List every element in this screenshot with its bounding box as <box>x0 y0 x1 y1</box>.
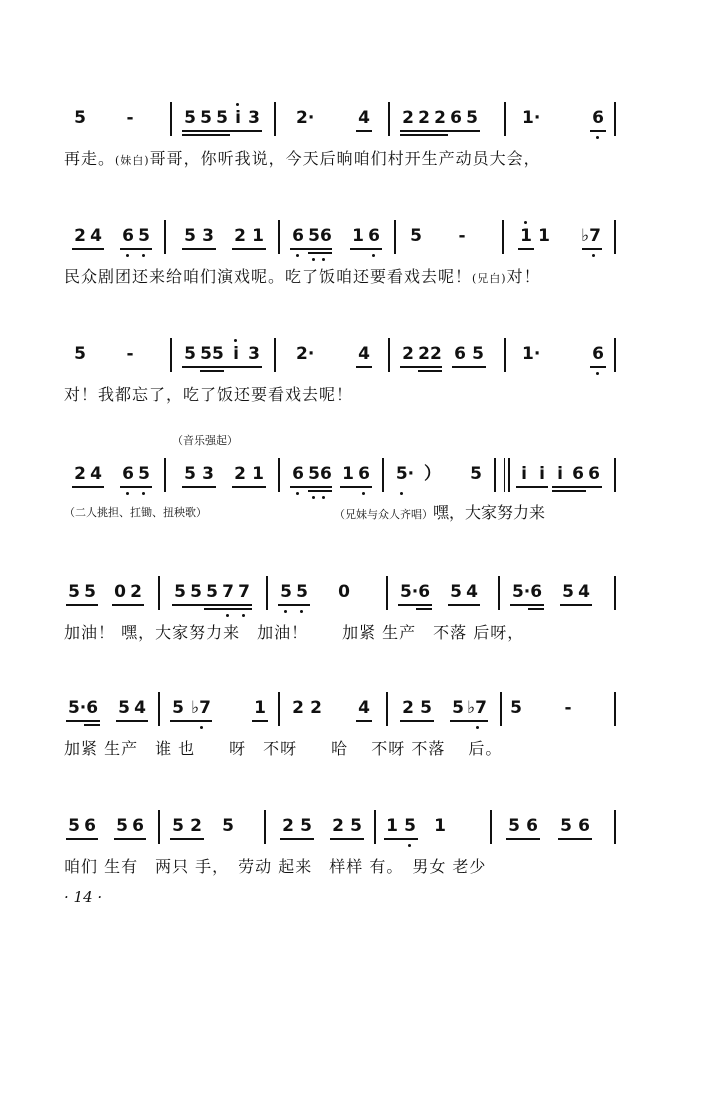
note: 5 <box>68 582 80 602</box>
barline <box>494 458 496 492</box>
beam-underline <box>356 366 372 368</box>
note: 5 <box>74 108 86 128</box>
page-number: · 14 · <box>64 888 103 906</box>
beam-underline <box>330 838 364 840</box>
notation-line <box>64 810 624 850</box>
notation-line <box>64 338 624 378</box>
score-system-1 <box>64 102 624 168</box>
octave-dot <box>312 258 315 261</box>
note: - <box>126 344 134 364</box>
note: 5 <box>296 582 308 602</box>
note: 7 <box>238 582 250 602</box>
beam-underline <box>528 608 544 610</box>
note: 2· <box>296 344 315 364</box>
note: 5 <box>74 344 86 364</box>
barline <box>382 458 384 492</box>
note: 6 <box>368 226 380 246</box>
barline <box>614 338 616 372</box>
double-barline <box>504 458 510 492</box>
barline <box>614 576 616 610</box>
note: 5 <box>184 344 196 364</box>
note: 3 <box>248 344 260 364</box>
octave-dot <box>322 496 325 499</box>
score-system-7 <box>64 810 624 876</box>
octave-dot <box>236 103 239 106</box>
octave-dot <box>242 614 245 617</box>
note: 2 <box>310 698 322 718</box>
octave-dot <box>142 492 145 495</box>
octave-dot <box>200 726 203 729</box>
note: 5 <box>184 108 196 128</box>
note: 5 <box>216 108 228 128</box>
note: 2· <box>296 108 315 128</box>
note: 6 <box>578 816 590 836</box>
note: 5· <box>395 464 415 484</box>
lyric-line: 再走。(妹白)哥哥，你听我说，今天后晌咱们村开生产动员大会， <box>64 149 541 168</box>
barline <box>274 102 276 136</box>
note: 5·6 <box>511 582 543 602</box>
score-system-3 <box>64 338 624 404</box>
note: 2 <box>402 344 414 364</box>
beam-underline <box>290 248 332 250</box>
beam-underline <box>182 366 262 368</box>
octave-dot <box>226 614 229 617</box>
octave-dot <box>592 254 595 257</box>
beam-underline <box>278 604 310 606</box>
barline <box>266 576 268 610</box>
barline <box>614 692 616 726</box>
note: 5 <box>420 698 432 718</box>
note: 1 <box>434 816 446 836</box>
stage-direction: （音乐强起） <box>172 434 238 447</box>
note: ♭7 <box>467 698 487 718</box>
note: - <box>126 108 134 128</box>
octave-dot <box>596 136 599 139</box>
lyric-line: 对！我都忘了，吃了饭还要看戏去呢！ <box>64 385 354 404</box>
note: 5 <box>116 816 128 836</box>
barline <box>164 458 166 492</box>
beam-underline <box>308 490 332 492</box>
barline <box>264 810 266 844</box>
beam-underline <box>590 366 606 368</box>
note: 6 <box>132 816 144 836</box>
octave-dot <box>296 254 299 257</box>
beam-underline <box>290 486 332 488</box>
note: 5 <box>172 698 184 718</box>
lyric-line: 民众剧团还来给咱们演戏呢。吃了饭咱还要看戏去呢！(兄白)对！ <box>64 267 541 286</box>
note: 5 <box>174 582 186 602</box>
notation-line <box>64 458 624 498</box>
beam-underline <box>510 604 544 606</box>
beam-underline <box>448 604 480 606</box>
barline <box>386 576 388 610</box>
beam-underline <box>560 604 592 606</box>
octave-dot <box>400 492 403 495</box>
note: 1 <box>520 226 532 246</box>
beam-underline <box>552 486 602 488</box>
octave-dot <box>322 258 325 261</box>
note: 6 <box>358 464 370 484</box>
barline <box>388 338 390 372</box>
beam-underline <box>590 130 606 132</box>
note: 1 <box>254 698 266 718</box>
score-system-5 <box>64 576 624 642</box>
octave-dot <box>372 254 375 257</box>
beam-underline <box>384 838 418 840</box>
note: 2 <box>234 464 246 484</box>
beam-underline <box>232 248 266 250</box>
note: i <box>235 108 241 128</box>
barline <box>158 692 160 726</box>
beam-underline <box>72 486 104 488</box>
note: 5 <box>190 582 202 602</box>
note: 56 <box>308 226 332 246</box>
score-system-2 <box>64 220 624 286</box>
octave-dot <box>234 339 237 342</box>
beam-underline <box>398 604 432 606</box>
note: 56 <box>308 464 332 484</box>
note: 6 <box>592 108 604 128</box>
beam-underline <box>204 608 252 610</box>
octave-dot <box>296 492 299 495</box>
beam-underline <box>84 724 100 726</box>
notation-line <box>64 102 624 142</box>
note: 4 <box>358 108 370 128</box>
lyric-line: 加紧 生产 谁 也 呀 不呀 哈 不呀 不落 后。 <box>64 739 503 758</box>
beam-underline <box>170 720 212 722</box>
beam-underline <box>120 486 152 488</box>
beam-underline <box>116 720 148 722</box>
barline <box>274 338 276 372</box>
barline <box>614 220 616 254</box>
octave-dot <box>126 254 129 257</box>
lyric-line: 加油！ 嘿，大家努力来 加油！ 加紧 生产 不落 后呀， <box>64 623 525 642</box>
note: ♭7 <box>581 226 601 246</box>
octave-dot <box>362 492 365 495</box>
beam-underline <box>356 720 372 722</box>
note: 5 <box>560 816 572 836</box>
note: 5 <box>404 816 416 836</box>
note: 6 <box>526 816 538 836</box>
note: ♭7 <box>191 698 211 718</box>
notation-line <box>64 692 624 732</box>
lyric-line: 咱们 生有 两只 手， 劳动 起来 样样 有。 男女 老少 <box>64 857 487 876</box>
barline <box>504 102 506 136</box>
octave-dot <box>142 254 145 257</box>
note: 4 <box>90 226 102 246</box>
barline <box>164 220 166 254</box>
barline <box>278 220 280 254</box>
barline <box>502 220 504 254</box>
beam-underline <box>308 252 332 254</box>
note: 5 <box>350 816 362 836</box>
note: 4 <box>134 698 146 718</box>
score-system-6 <box>64 692 624 758</box>
beam-underline <box>280 838 314 840</box>
note: - <box>458 226 466 246</box>
octave-dot <box>596 372 599 375</box>
note: 2 <box>74 464 86 484</box>
note: 6 <box>454 344 466 364</box>
note: 4 <box>578 582 590 602</box>
beam-underline <box>356 130 372 132</box>
note: 6 <box>292 464 304 484</box>
beam-underline <box>114 838 146 840</box>
barline <box>394 220 396 254</box>
note: 4 <box>358 344 370 364</box>
beam-underline <box>400 720 434 722</box>
note: 2 <box>282 816 294 836</box>
barline <box>278 458 280 492</box>
note: 5 <box>562 582 574 602</box>
beam-underline <box>416 608 432 610</box>
beam-underline <box>172 604 252 606</box>
score-system-4 <box>64 434 624 522</box>
note: 5 <box>470 464 482 484</box>
octave-dot <box>300 610 303 613</box>
beam-underline <box>340 486 372 488</box>
beam-underline <box>66 604 98 606</box>
lyric-line: （兄妹与众人齐唱）嘿，大家努力来 <box>334 503 546 522</box>
beam-underline <box>66 720 100 722</box>
note: 1· <box>522 344 541 364</box>
beam-underline <box>170 838 204 840</box>
note: 6 <box>572 464 584 484</box>
beam-underline <box>350 248 382 250</box>
barline <box>386 692 388 726</box>
note: 0 <box>338 582 350 602</box>
note: i <box>521 464 527 484</box>
beam-underline <box>182 248 216 250</box>
note: 5 <box>466 108 478 128</box>
note: 5·6 <box>67 698 99 718</box>
octave-dot <box>524 221 527 224</box>
note: 6 <box>450 108 462 128</box>
note: 2 <box>130 582 142 602</box>
note: 3 <box>202 464 214 484</box>
barline <box>498 576 500 610</box>
beam-underline <box>400 134 448 136</box>
beam-underline <box>552 490 586 492</box>
barline <box>170 338 172 372</box>
note: i <box>233 344 239 364</box>
barline <box>614 458 616 492</box>
note: 1 <box>342 464 354 484</box>
note: 5 <box>300 816 312 836</box>
note: i <box>557 464 563 484</box>
beam-underline <box>252 720 268 722</box>
barline <box>170 102 172 136</box>
note: 6 <box>588 464 600 484</box>
beam-underline <box>400 130 480 132</box>
note: 2 <box>402 108 414 128</box>
note: 4 <box>358 698 370 718</box>
beam-underline <box>232 486 266 488</box>
note: 5 <box>84 582 96 602</box>
beam-underline <box>518 248 534 250</box>
barline <box>500 692 502 726</box>
note: 3 <box>202 226 214 246</box>
note: 5 <box>138 464 150 484</box>
note: 5·6 <box>399 582 431 602</box>
note: 1 <box>252 464 264 484</box>
beam-underline <box>66 838 98 840</box>
note: 6 <box>592 344 604 364</box>
note: 7 <box>222 582 234 602</box>
barline <box>278 692 280 726</box>
note: 6 <box>122 226 134 246</box>
note: 1 <box>538 226 550 246</box>
note: 2 <box>190 816 202 836</box>
note: 1 <box>352 226 364 246</box>
notation-line <box>64 576 624 616</box>
stage-direction: （二人挑担、扛锄、扭秧歌） <box>64 506 207 519</box>
note: 2 <box>402 698 414 718</box>
barline <box>614 810 616 844</box>
octave-dot <box>126 492 129 495</box>
note: 5 <box>472 344 484 364</box>
beam-underline <box>418 370 442 372</box>
note: 5 <box>172 816 184 836</box>
beam-underline <box>582 248 602 250</box>
note: 4 <box>90 464 102 484</box>
note: 5 <box>452 698 464 718</box>
beam-underline <box>72 248 104 250</box>
note: 5 <box>184 464 196 484</box>
note: 4 <box>466 582 478 602</box>
octave-dot <box>312 496 315 499</box>
note: 5 <box>280 582 292 602</box>
note: 2 <box>74 226 86 246</box>
note: 1 <box>252 226 264 246</box>
note: - <box>564 698 572 718</box>
beam-underline <box>182 130 262 132</box>
note: 5 <box>200 108 212 128</box>
beam-underline <box>400 366 442 368</box>
beam-underline <box>182 486 216 488</box>
notation-line <box>64 220 624 260</box>
barline <box>614 102 616 136</box>
barline <box>388 102 390 136</box>
note: 6 <box>292 226 304 246</box>
beam-underline <box>450 720 488 722</box>
note: 5 <box>410 226 422 246</box>
note: 5 <box>510 698 522 718</box>
note: 5 <box>450 582 462 602</box>
note: 0 <box>114 582 126 602</box>
note: 5 <box>118 698 130 718</box>
note: 5 <box>138 226 150 246</box>
barline <box>374 810 376 844</box>
beam-underline <box>120 248 152 250</box>
beam-underline <box>558 838 592 840</box>
note: 6 <box>122 464 134 484</box>
beam-underline <box>182 134 230 136</box>
note: ） <box>424 464 441 484</box>
barline <box>504 338 506 372</box>
note: 2 <box>418 108 430 128</box>
note: 3 <box>248 108 260 128</box>
note: 5 <box>184 226 196 246</box>
note: 1· <box>522 108 541 128</box>
note: 5 <box>68 816 80 836</box>
beam-underline <box>506 838 540 840</box>
note: 6 <box>84 816 96 836</box>
beam-underline <box>200 370 224 372</box>
beam-underline <box>516 486 548 488</box>
note: 2 <box>332 816 344 836</box>
beam-underline <box>112 604 144 606</box>
octave-dot <box>408 844 411 847</box>
note: 2 <box>234 226 246 246</box>
note: i <box>539 464 545 484</box>
barline <box>158 576 160 610</box>
octave-dot <box>284 610 287 613</box>
note: 5 <box>508 816 520 836</box>
note: 5 <box>222 816 234 836</box>
note: 22 <box>418 344 442 364</box>
beam-underline <box>452 366 486 368</box>
note: 2 <box>292 698 304 718</box>
octave-dot <box>476 726 479 729</box>
note: 1 <box>386 816 398 836</box>
note: 5 <box>206 582 218 602</box>
note: 2 <box>434 108 446 128</box>
note: 55 <box>200 344 224 364</box>
barline <box>158 810 160 844</box>
barline <box>490 810 492 844</box>
